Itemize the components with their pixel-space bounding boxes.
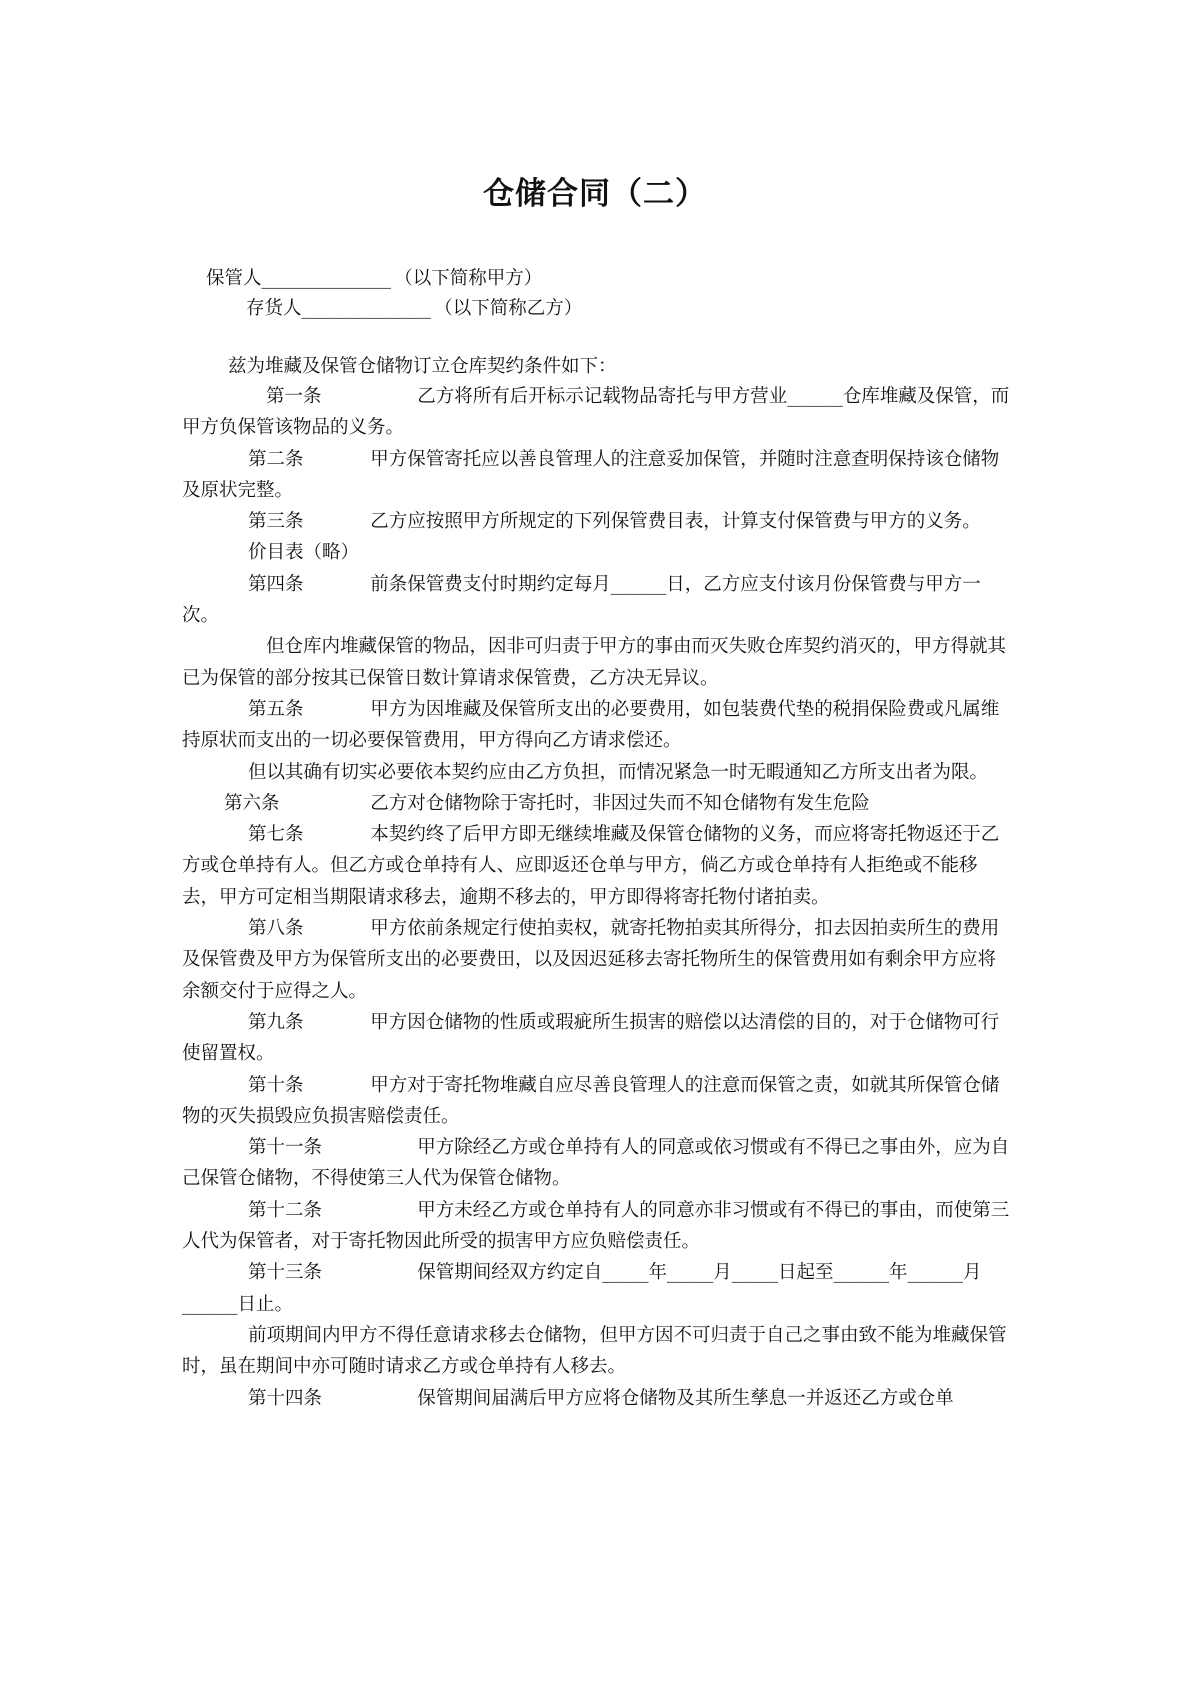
article-1: 第一条 乙方将所有后开标示记载物品寄托与甲方营业______仓库堆藏及保管，而甲方负保管该物品的义务。 xyxy=(182,386,1010,439)
article-14: 第十四条 保管期间届满后甲方应将仓储物及其所生孳息一并返还乙方或仓单 xyxy=(248,1387,954,1409)
price-list-note: 价目表（略） xyxy=(248,542,360,564)
custodian-line: 保管人______________ （以下简称甲方） xyxy=(206,268,543,289)
article-10: 第十条 甲方对于寄托物堆藏自应尽善良管理人的注意而保管之责，如就其所保管仓储物的灭失损毁应负损害赔偿责任。 xyxy=(182,1074,1000,1127)
article-2: 第二条 甲方保管寄托应以善良管理人的注意妥加保管，并随时注意查明保持该仓储物及原状完整。 xyxy=(182,448,1000,501)
article-13: 第十三条 保管期间经双方约定自_____年_____月_____日起至______年______月______日止。 xyxy=(182,1262,982,1315)
contract-body xyxy=(182,381,1012,1414)
article-11: 第十一条 甲方除经乙方或仓单持有人的同意或依习惯或有不得已之事由外，应为自己保管仓储物，不得使第三人代为保管仓储物。 xyxy=(182,1137,1010,1190)
article-13-proviso: 前项期间内甲方不得任意请求移去仓储物，但甲方因不可归责于自己之事由致不能为堆藏保管时，虽在期间中亦可随时请求乙方或仓单持有人移去。 xyxy=(182,1324,1007,1378)
document-title: 仓储合同（二） xyxy=(483,176,707,212)
article-12: 第十二条 甲方未经乙方或仓单持有人的同意亦非习惯或有不得已的事由，而使第三人代为保管者，对于寄托物因此所受的损害甲方应负赔偿责任。 xyxy=(182,1199,1010,1253)
article-4: 第四条 前条保管费支付时期约定每月______日，乙方应支付该月份保管费与甲方一次。 xyxy=(182,573,981,627)
article-3: 第三条 乙方应按照甲方所规定的下列保管费目表，计算支付保管费与甲方的义务。 xyxy=(248,511,981,533)
article-4-proviso: 但仓库内堆藏保管的物品，因非可归责于甲方的事由而灭失败仓库契约消灭的，甲方得就其已为保管的部分按其已保管日数计算请求保管费，乙方决无异议。 xyxy=(182,636,1007,689)
article-6: 第六条 乙方对仓储物除于寄托时，非因过失而不知仓储物有发生危险 xyxy=(224,792,870,814)
article-8: 第八条 甲方依前条规定行使拍卖权，就寄托物拍卖其所得分，扣去因拍卖所生的费用及保管费及甲方为保管所支出的必要费田，以及因迟延移去寄托物所生的保管费用如有剩余甲方应将余额交付于应得之人。 xyxy=(182,918,1000,1002)
article-5: 第五条 甲方为因堆藏及保管所支出的必要费用，如包装费代垫的税捐保险费或凡属维持原状而支出的一切必要保管费用，甲方得向乙方请求偿还。 xyxy=(182,698,1000,752)
article-9: 第九条 甲方因仓储物的性质或瑕疵所生损害的赔偿以达清偿的目的，对于仓储物可行使留置权。 xyxy=(182,1011,1000,1065)
article-7: 第七条 本契约终了后甲方即无继续堆藏及保管仓储物的义务，而应将寄托物返还于乙方或仓单持有人。但乙方或仓单持有人、应即返还仓单与甲方，倘乙方或仓单持有人拒绝或不能移去，甲方可定相当期限请求移去，逾期不移去的，甲方即得将寄托物付诸拍卖。 xyxy=(182,824,1000,908)
article-5-proviso: 但以其确有切实必要依本契约应由乙方负担，而情况紧急一时无暇通知乙方所支出者为限。 xyxy=(248,761,989,783)
depositor-line: 存货人______________ （以下简称乙方） xyxy=(246,298,583,319)
intro-line: 兹为堆藏及保管仓储物订立仓库契约条件如下： xyxy=(228,356,617,377)
